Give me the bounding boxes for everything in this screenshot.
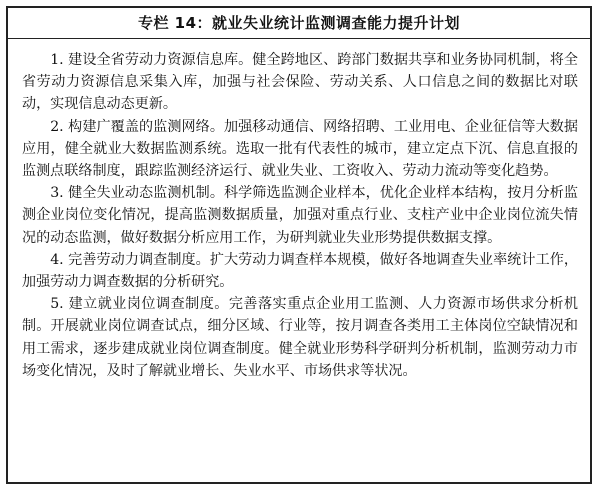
paragraph-3: 3. 健全失业动态监测机制。科学筛选监测企业样本，优化企业样本结构，按月分析监测企业岗位变化情况，提高监测数据质量，加强对重点行业、支柱产业中企业岗位流失情况的动态监测，做好数据分析应用工作，为研判就业失业形势提供数据支撑。 bbox=[22, 185, 578, 246]
column-title: 专栏 14：就业失业统计监测调查能力提升计划 bbox=[8, 8, 590, 39]
column-box bbox=[6, 6, 592, 484]
column-content bbox=[8, 39, 590, 382]
paragraph-5: 5. 建立就业岗位调查制度。完善落实重点企业用工监测、人力资源市场供求分析机制。开展就业岗位调查试点，细分区域、行业等，按月调查各类用工主体岗位空缺情况和用工需求，逐步建成就业岗位调查制度。健全就业形势科学研判分析机制，监测劳动力市场变化情况，及时了解就业增长、失业水平、市场供求等状况。 bbox=[22, 296, 578, 379]
paragraph-2: 2. 构建广覆盖的监测网络。加强移动通信、网络招聘、工业用电、企业征信等大数据应用，健全就业大数据监测系统。选取一批有代表性的城市，建立定点下沉、信息直报的监测点联络制度，跟踪监测经济运行、就业失业、工资收入、劳动力流动等变化趋势。 bbox=[22, 118, 578, 180]
paragraph-1: 1. 建设全省劳动力资源信息库。健全跨地区、跨部门数据共享和业务协同机制，将全省劳动力资源信息采集入库，加强与社会保险、劳动关系、人口信息之间的数据比对联动，实现信息动态更新。 bbox=[22, 52, 578, 113]
paragraph-4: 4. 完善劳动力调查制度。扩大劳动力调查样本规模，做好各地调查失业率统计工作，加强劳动力调查数据的分析研究。 bbox=[22, 251, 578, 291]
